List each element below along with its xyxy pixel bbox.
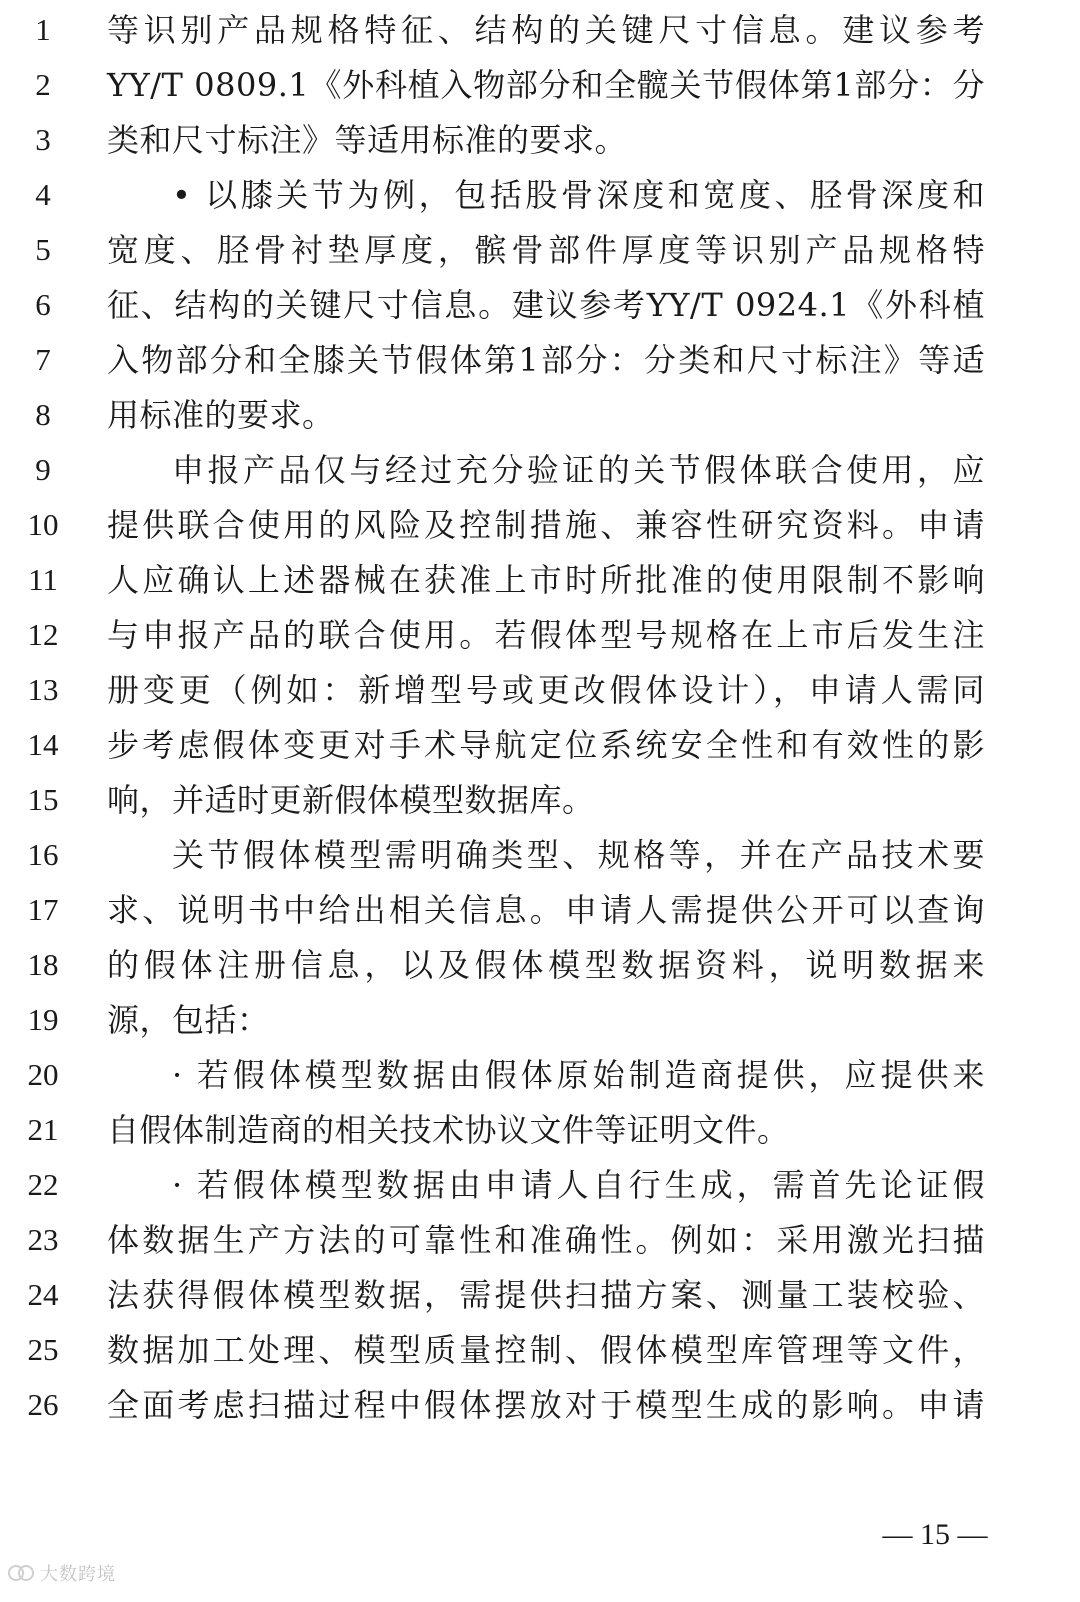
text-line [0,992,1080,1048]
line-text: 申报产品仅与经过充分验证的关节假体联合使用，应 [172,451,985,489]
line-number: 20 [27,1057,59,1092]
line-text: 全面考虑扫描过程中假体摆放对于模型生成的影响。申请 [107,1386,985,1424]
line-number: 26 [27,1387,59,1422]
text-line [0,57,1080,113]
text-line [0,222,1080,278]
line-text: 提供联合使用的风险及控制措施、兼容性研究资料。申请 [107,506,985,544]
text-line [0,1377,1080,1433]
line-text: 法获得假体模型数据，需提供扫描方案、测量工装校验、 [107,1276,985,1314]
line-number: 1 [35,12,51,47]
line-text: 源，包括： [107,1001,270,1039]
line-number: 15 [27,782,59,817]
line-text: 步考虑假体变更对手术导航定位系统安全性和有效性的影 [107,726,985,764]
text-line [0,827,1080,883]
line-number: 22 [27,1167,59,1202]
line-text: 类和尺寸标注》等适用标准的要求。 [107,121,628,159]
line-text: 宽度、胫骨衬垫厚度，髌骨部件厚度等识别产品规格特 [107,231,985,269]
text-line [0,552,1080,608]
line-number: 21 [27,1112,59,1147]
line-text: 关节假体模型需明确类型、规格等，并在产品技术要 [172,836,985,874]
double-circle-logo-icon [6,1562,36,1584]
line-text: 等识别产品规格特征、结构的关键尺寸信息。建议参考 [107,11,985,49]
text-line [0,497,1080,553]
text-line [0,112,1080,168]
line-text: 入物部分和全膝关节假体第1部分：分类和尺寸标注》等适 [107,341,985,379]
line-number: 17 [27,892,59,927]
line-number: 2 [35,67,51,102]
text-line [0,1267,1080,1323]
line-number: 4 [35,177,51,212]
line-number: 10 [27,507,59,542]
line-text: · 若假体模型数据由申请人自行生成，需首先论证假 [172,1166,985,1204]
line-text: 用标准的要求。 [107,396,335,434]
line-number: 5 [35,232,51,267]
line-text: 求、说明书中给出相关信息。申请人需提供公开可以查询 [107,891,985,929]
page-number: — 15 — [882,1518,988,1551]
line-number: 14 [27,727,59,762]
line-number: 3 [35,122,51,157]
line-number: 6 [35,287,51,322]
text-line [0,2,1080,58]
line-number: 13 [27,672,59,707]
line-text: • 以膝关节为例，包括股骨深度和宽度、胫骨深度和 [172,176,985,214]
text-line [0,167,1080,223]
line-text: 自假体制造商的相关技术协议文件等证明文件。 [107,1111,790,1149]
line-number: 11 [28,562,58,597]
line-number: 12 [27,617,59,652]
line-text: 人应确认上述器械在获准上市时所批准的使用限制不影响 [107,561,985,599]
text-line [0,662,1080,718]
line-number: 19 [27,1002,59,1037]
text-line [0,882,1080,938]
line-number: 16 [27,837,59,872]
line-text: 数据加工处理、模型质量控制、假体模型库管理等文件， [107,1331,985,1369]
line-number: 24 [27,1277,59,1312]
text-line [0,1102,1080,1158]
text-line [0,332,1080,388]
line-text: 响，并适时更新假体模型数据库。 [107,781,595,819]
text-line [0,607,1080,663]
text-line [0,387,1080,443]
line-text: 与申报产品的联合使用。若假体型号规格在上市后发生注 [107,616,985,654]
line-number: 8 [35,397,51,432]
line-text: 征、结构的关键尺寸信息。建议参考YY/T 0924.1《外科植 [107,286,985,324]
text-line [0,442,1080,498]
line-text: 体数据生产方法的可靠性和准确性。例如：采用激光扫描 [107,1221,985,1259]
line-number: 18 [27,947,59,982]
text-line [0,277,1080,333]
line-number: 9 [35,452,51,487]
line-text: YY/T 0809.1《外科植入物部分和全髋关节假体第1部分：分 [107,66,985,104]
line-text: 的假体注册信息，以及假体模型数据资料，说明数据来 [107,946,985,984]
watermark-text: 大数跨境 [40,1564,116,1585]
line-text: · 若假体模型数据由假体原始制造商提供，应提供来 [172,1056,985,1094]
line-number: 7 [35,342,51,377]
text-line [0,1157,1080,1213]
text-line [0,1212,1080,1268]
text-line [0,1322,1080,1378]
line-number: 23 [27,1222,59,1257]
text-line [0,717,1080,773]
line-number: 25 [27,1332,59,1367]
watermark [6,1560,116,1586]
text-line [0,772,1080,828]
text-line [0,1047,1080,1103]
text-line [0,937,1080,993]
line-text: 册变更（例如：新增型号或更改假体设计），申请人需同 [107,671,985,709]
